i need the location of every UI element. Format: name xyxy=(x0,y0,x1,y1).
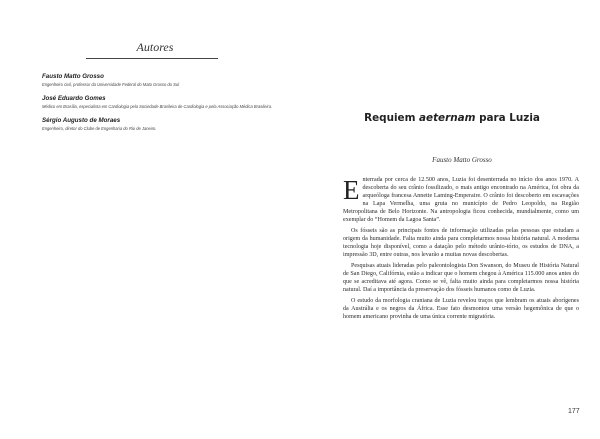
paragraph: Pesquisas atuais lideradas pelo paleontologista Don Swanson, do Museu de História Natural de San Diego, Califórnia, estão a indicar que o homem chegou à América 115.000 anos antes do que se acreditava até agora. Como se vê, falta muito ainda para completarmos nossa história natural. Daí a importância da preservação dos fósseis humanos como de Luzia. xyxy=(343,262,579,293)
author-entry xyxy=(42,73,277,88)
author-entry xyxy=(42,95,277,110)
author-name: Fausto Matto Grosso xyxy=(42,73,104,80)
drop-cap: E xyxy=(343,175,360,205)
right-page xyxy=(300,0,600,439)
heading-divider xyxy=(86,58,218,59)
author-bio: Médico em Brasília, especialista em Cardiologia pela Sociedade Brasileira de Cardiologia e pela Associação Médica Brasileira. xyxy=(42,104,273,109)
page-number: 177 xyxy=(568,408,580,415)
article-body xyxy=(343,177,579,325)
authors-heading: Autores xyxy=(136,40,174,54)
author-bio: Engenheiro, diretor do Clube de Engenharia do Rio de Janeiro. xyxy=(42,126,157,131)
title-prefix: Requiem xyxy=(364,112,420,124)
author-name: José Eduardo Gomes xyxy=(42,95,106,102)
title-emphasis: aeternam xyxy=(419,112,476,124)
article-title xyxy=(342,112,562,124)
article-byline: Fausto Matto Grosso xyxy=(432,156,492,164)
paragraph xyxy=(343,177,579,224)
paragraph: Os fósseis são as principais fontes de informação utilizadas pelas pessoas que estudam a origem da humanidade. Falta muito ainda para completarmos nossa história natural. A moderna tecnologia hoje disponível, como a datação pelo método urânio-tório, os estudos de DNA, a impressão 3D, entre outras, nos levarão a muitas novas descobertas. xyxy=(343,227,579,258)
paragraph-text: nterrada por cerca de 12.500 anos, Luzia foi desenterrada no início dos anos 1970. A descoberta do seu crânio fossilizado, o mais antigo encontrado na América, foi obra da arqueóloga francesa Annette Laming-Emperaire. O crânio foi descoberto em escavações na Lapa Vermelha, uma gruta no município de Pedro Leopoldo, na Região Metropolitana de Belo Horizonte. Na antropologia ficou conhecida, mundialmente, como um exemplar do “Homem da Lagoa Santa”. xyxy=(343,177,579,223)
paragraph: O estudo da morfologia craniana de Luzia revelou traços que lembram os atuais aborígenes da Austrália e os negros da África. Esse fato desmontou uma versão hegemônica de que o homem americano provinha de uma única corrente migratória. xyxy=(343,297,579,320)
author-entry xyxy=(42,117,277,132)
authors-list xyxy=(42,73,277,139)
title-suffix: para Luzia xyxy=(475,112,540,124)
author-name: Sérgio Augusto de Moraes xyxy=(42,117,121,124)
author-bio: Engenheiro civil, professor da Universidade Federal do Mato Grosso do Sul xyxy=(42,82,179,87)
